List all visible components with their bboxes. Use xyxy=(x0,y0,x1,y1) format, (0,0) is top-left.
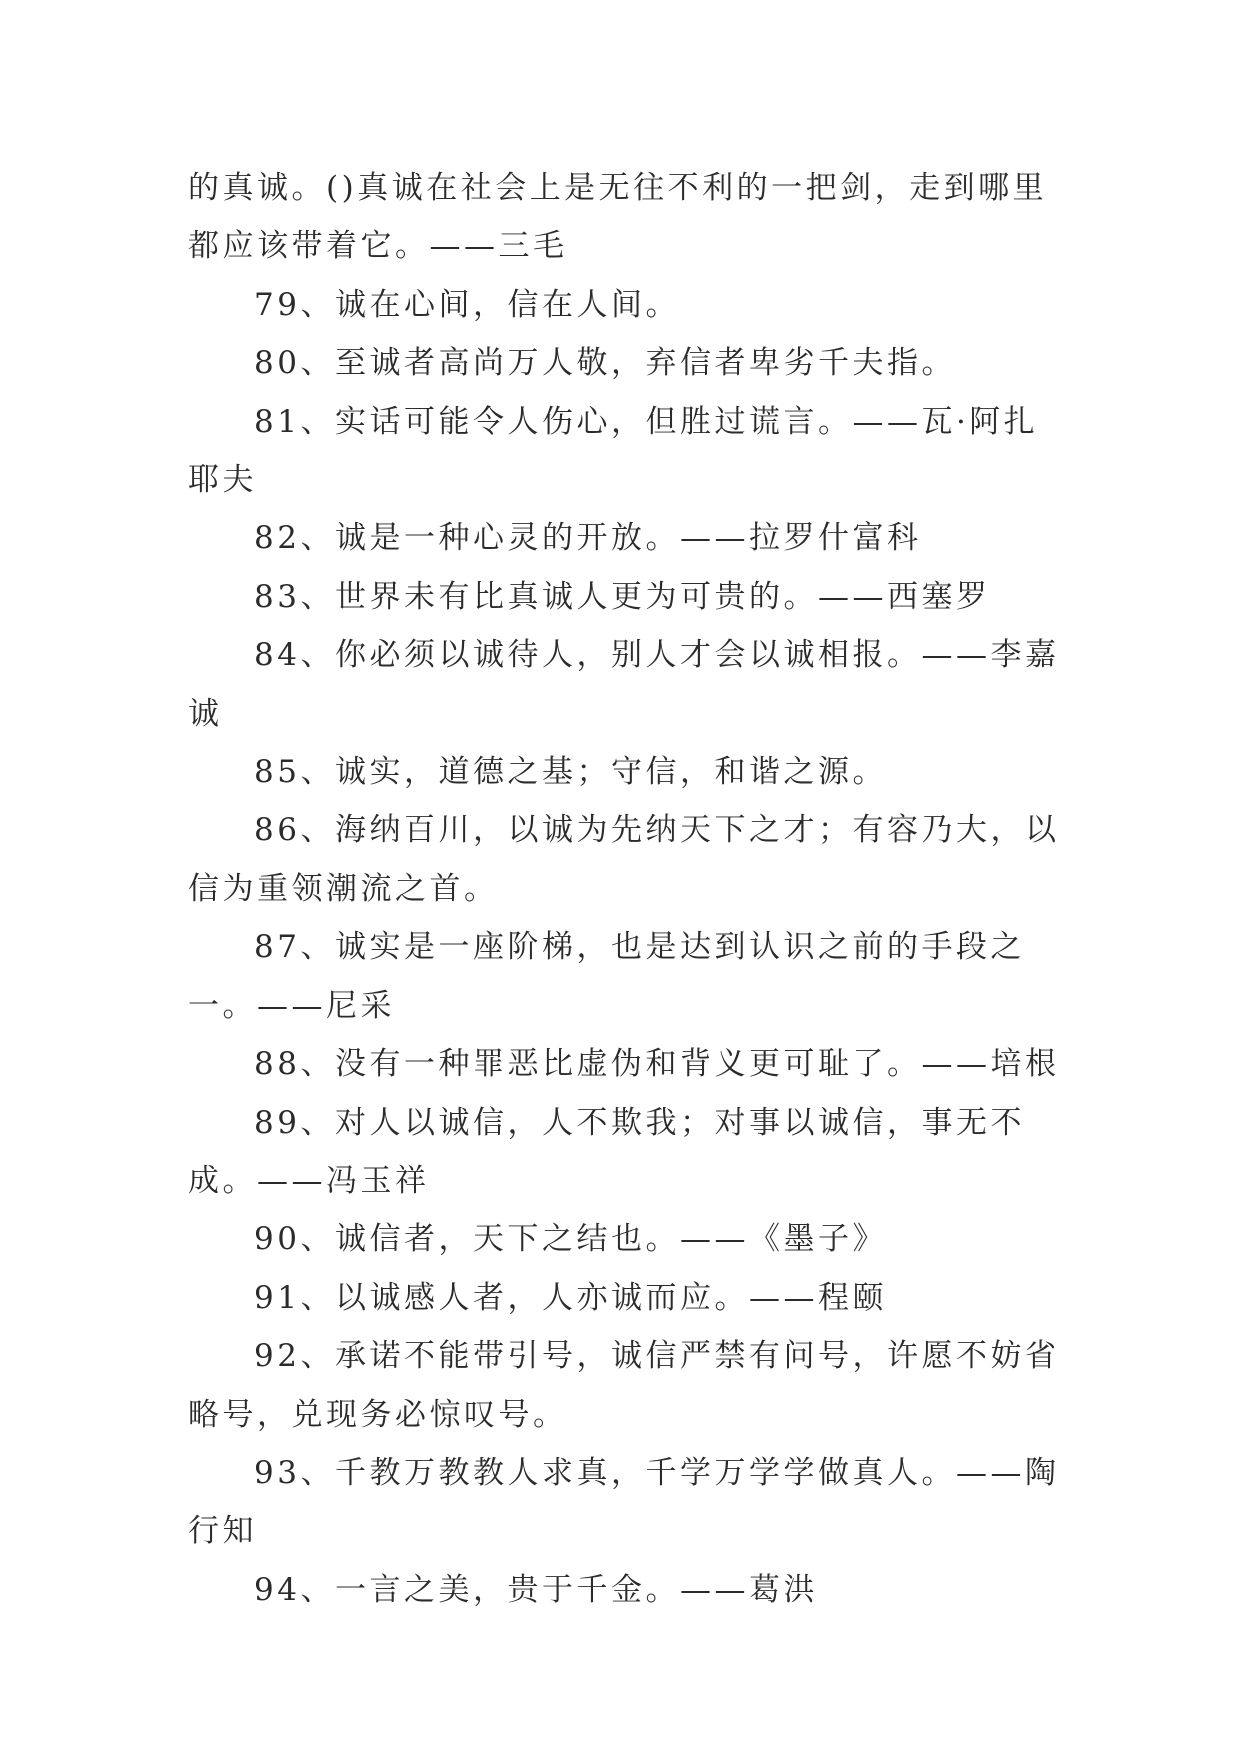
quote-81: 81、实话可能令人伤心，但胜过谎言。——瓦·阿扎耶夫 xyxy=(188,403,1039,499)
quote-80: 80、至诚者高尚万人敬，弃信者卑劣千夫指。 xyxy=(254,345,956,382)
quote-86: 86、海纳百川，以诚为先纳天下之才；有容乃大，以信为重领潮流之首。 xyxy=(188,812,1060,907)
quote-85: 85、诚实，道德之基；守信，和谐之源。 xyxy=(254,754,887,791)
document-body xyxy=(188,159,1068,1619)
quote-88: 88、没有一种罪恶比虚伪和背义更可耻了。——培根 xyxy=(254,1046,1060,1083)
quote-84: 84、你必须以诚待人，别人才会以诚相报。——李嘉诚 xyxy=(188,637,1060,732)
quote-79: 79、诚在心间，信在人间。 xyxy=(254,286,680,323)
quote-89: 89、对人以诚信，人不欺我；对事以诚信，事无不成。——冯玉祥 xyxy=(188,1104,1025,1199)
quote-82: 82、诚是一种心灵的开放。——拉罗什富科 xyxy=(254,520,922,557)
paragraph-continued: 的真诚。()真诚在社会上是无往不利的一把剑，走到哪里都应该带着它。——三毛 xyxy=(188,170,1048,265)
quote-83: 83、世界未有比真诚人更为可贵的。——西塞罗 xyxy=(254,578,991,615)
quote-91: 91、以诚感人者，人亦诚而应。——程颐 xyxy=(254,1279,887,1316)
quote-94: 94、一言之美，贵于千金。——葛洪 xyxy=(254,1571,818,1608)
quote-93: 93、千教万教教人求真，千学万学学做真人。——陶行知 xyxy=(188,1454,1060,1550)
quote-90: 90、诚信者，天下之结也。——《墨子》 xyxy=(254,1221,887,1258)
quote-92: 92、承诺不能带引号，诚信严禁有问号，许愿不妨省略号，兑现务必惊叹号。 xyxy=(188,1338,1060,1433)
quote-87: 87、诚实是一座阶梯，也是达到认识之前的手段之一。——尼采 xyxy=(188,929,1025,1024)
